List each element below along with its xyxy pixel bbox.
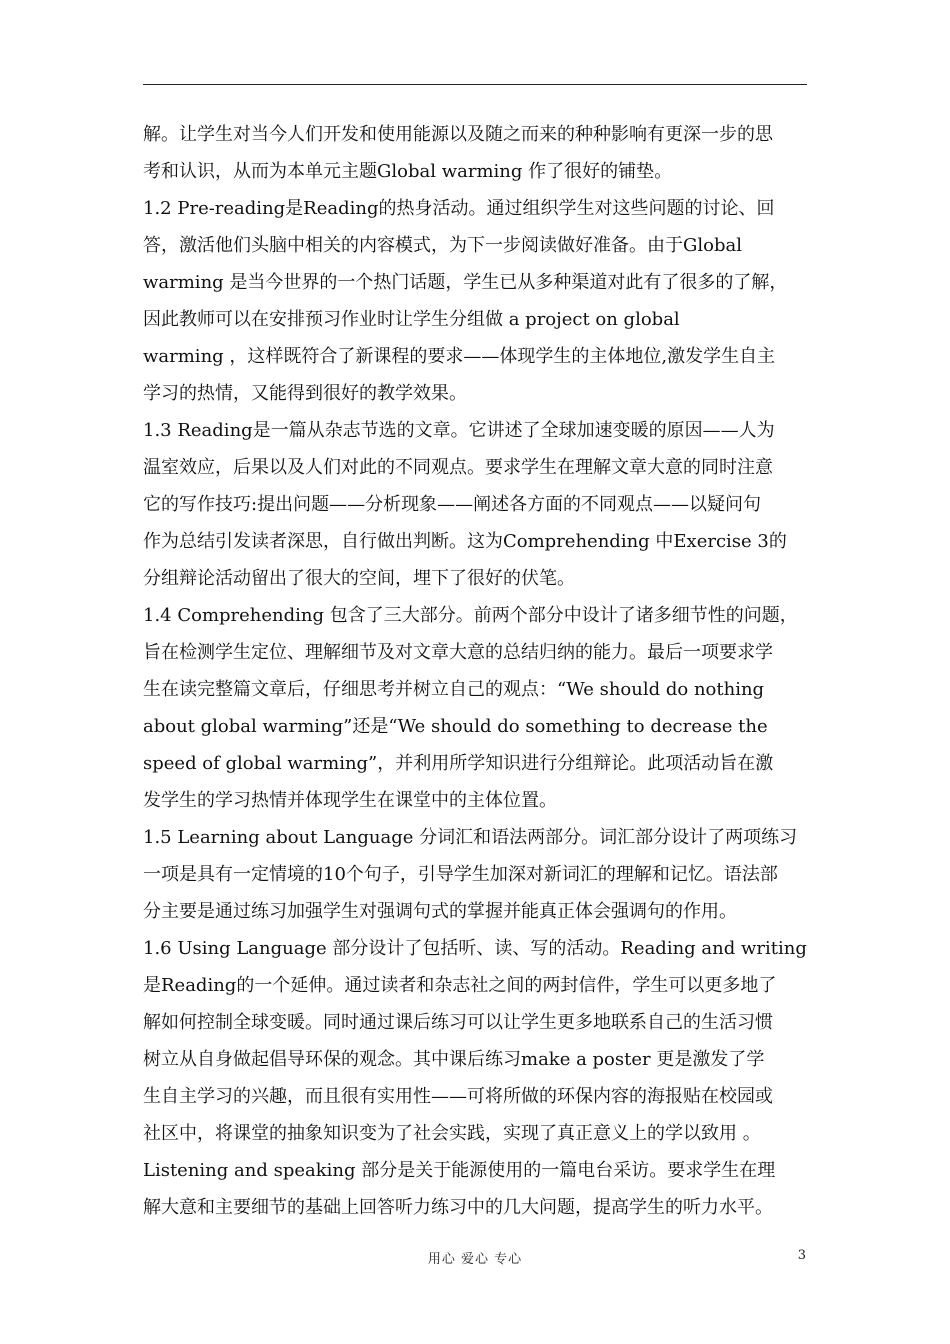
text-line: 1.6 Using Language 部分设计了包括听、读、写的活动。Reading and writing xyxy=(143,938,807,959)
text-line: 学习的热情，又能得到很好的教学效果。 xyxy=(143,383,467,404)
text-line: 发学生的学习热情并体现学生在课堂中的主体位置。 xyxy=(143,790,557,811)
text-line: 分主要是通过练习加强学生对强调句式的掌握并能真正体会强调句的作用。 xyxy=(143,901,737,922)
text-line: 分组辩论活动留出了很大的空间，埋下了很好的伏笔。 xyxy=(143,568,575,589)
text-line: 生自主学习的兴趣，而且很有实用性——可将所做的环保内容的海报贴在校园或 xyxy=(143,1086,773,1107)
document-body xyxy=(143,116,807,1226)
text-line: 1.3 Reading是一篇从杂志节选的文章。它讲述了全球加速变暖的原因——人为 xyxy=(143,420,775,441)
text-line: warming 是当今世界的一个热门话题，学生已从多种渠道对此有了很多的了解， xyxy=(143,272,788,293)
text-line: 解大意和主要细节的基础上回答听力练习中的几大问题，提高学生的听力水平。 xyxy=(143,1197,773,1218)
text-line: 社区中，将课堂的抽象知识变为了社会实践，实现了真正意义上的学以致用 。 xyxy=(143,1123,761,1144)
text-line: 它的写作技巧:提出问题——分析现象——阐述各方面的不同观点——以疑问句 xyxy=(143,494,762,515)
text-line: 作为总结引发读者深思，自行做出判断。这为Comprehending 中Exercise 3的 xyxy=(143,531,787,552)
text-line: speed of global warming”，并利用所学知识进行分组辩论。此项活动旨在激 xyxy=(143,753,774,774)
text-line: 一项是具有一定情境的10个句子，引导学生加深对新词汇的理解和记忆。语法部 xyxy=(143,864,778,885)
text-line: 温室效应，后果以及人们对此的不同观点。要求学生在理解文章大意的同时注意 xyxy=(143,457,773,478)
text-line: 旨在检测学生定位、理解细节及对文章大意的总结归纳的能力。最后一项要求学 xyxy=(143,642,773,663)
text-line: 生在读完整篇文章后，仔细思考并树立自己的观点：“We should do nothing xyxy=(143,679,765,700)
text-line: 树立从自身做起倡导环保的观念。其中课后练习make a poster 更是激发了学 xyxy=(143,1049,765,1070)
footer-slogan: 用心 爱心 专心 xyxy=(427,1252,523,1267)
text-line: 1.5 Learning about Language 分词汇和语法两部分。词汇部分设计了两项练习 xyxy=(143,827,798,848)
text-line: 解。让学生对当今人们开发和使用能源以及随之而来的种种影响有更深一步的思 xyxy=(143,124,773,145)
text-line: 1.2 Pre-reading是Reading的热身活动。通过组织学生对这些问题的讨论、回 xyxy=(143,198,775,219)
text-line: 是Reading的一个延伸。通过读者和杂志社之间的两封信件，学生可以更多地了 xyxy=(143,975,777,996)
text-line: 答，激活他们头脑中相关的内容模式，为下一步阅读做好准备。由于Global xyxy=(143,235,742,256)
page-number: 3 xyxy=(797,1248,806,1263)
text-line: 1.4 Comprehending 包含了三大部分。前两个部分中设计了诸多细节性的问题， xyxy=(143,605,798,626)
text-line: warming ，这样既符合了新课程的要求——体现学生的主体地位,激发学生自主 xyxy=(143,346,776,367)
text-line: 因此教师可以在安排预习作业时让学生分组做 a project on global xyxy=(143,309,680,330)
text-line: about global warming”还是“We should do something to decrease the xyxy=(143,716,768,737)
text-line: 考和认识，从而为本单元主题Global warming 作了很好的铺垫。 xyxy=(143,161,673,182)
text-line: 解如何控制全球变暖。同时通过课后练习可以让学生更多地联系自己的生活习惯 xyxy=(143,1012,773,1033)
text-line: Listening and speaking 部分是关于能源使用的一篇电台采访。要求学生在理 xyxy=(143,1160,776,1181)
header-rule xyxy=(143,84,807,85)
